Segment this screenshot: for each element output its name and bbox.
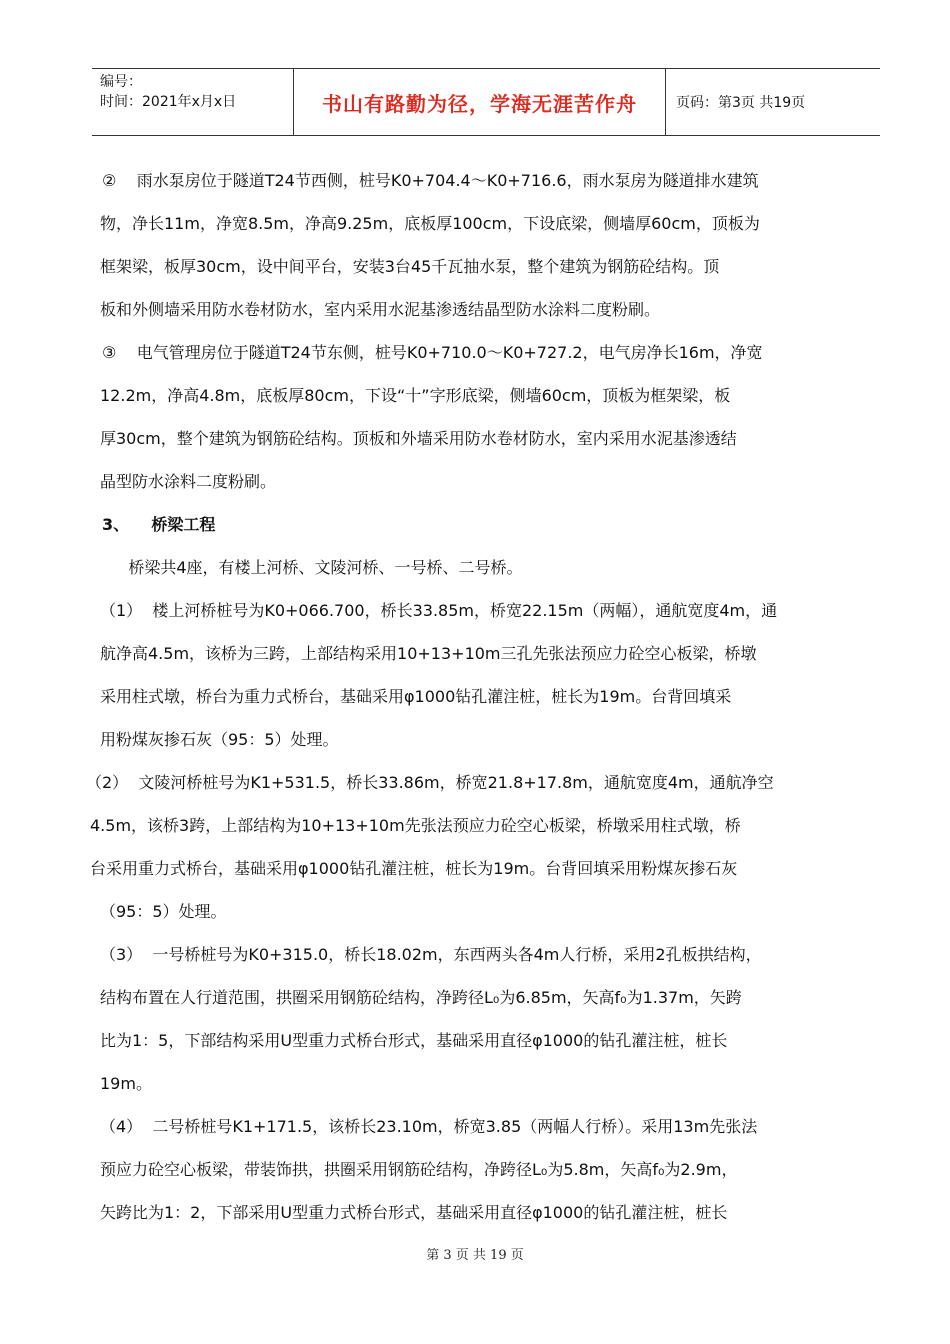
body-line: 用粉煤灰掺石灰（95：5）处理。: [100, 730, 339, 749]
body-line: 桥梁共4座，有楼上河桥、文陵河桥、一号桥、二号桥。: [108, 558, 523, 577]
body-line: （2） 文陵河桥桩号为K1+531.5，桥长33.86m，桥宽21.8+17.8m，通航宽度4m，通航净空: [86, 773, 774, 792]
section-heading: 3、 桥梁工程: [102, 515, 216, 534]
header-motto: 书山有路勤为径，学海无涯苦作舟: [322, 91, 637, 116]
header-page-number: 页码：第3页 共19页: [676, 95, 806, 111]
body-line: 19m。: [100, 1074, 152, 1093]
body-line: 12.2m，净高4.8m，底板厚80cm，下设“十”字形底梁，侧墙60cm，顶板为框架梁，板: [100, 386, 731, 405]
body-line: 台采用重力式桥台，基础采用φ1000钻孔灌注桩，桩长为19m。台背回填采用粉煤灰掺石灰: [90, 859, 738, 878]
page-header: [92, 68, 880, 136]
body-line: 晶型防水涂料二度粉刷。: [100, 472, 277, 491]
header-left-cell: [92, 69, 294, 135]
body-line: （4） 二号桥桩号K1+171.5，该桥长23.10m，桥宽3.85（两幅人行桥）。采用13m先张法: [100, 1117, 758, 1136]
body-line: 比为1：5，下部结构采用U型重力式桥台形式，基础采用直径φ1000的钻孔灌注桩，桩长: [100, 1031, 728, 1050]
body-line: 物，净长11m，净宽8.5m，净高9.25m，底板厚100cm，下设底梁，侧墙厚60cm，顶板为: [100, 214, 760, 233]
body-line: 4.5m，该桥3跨，上部结构为10+13+10m先张法预应力砼空心板梁，桥墩采用柱式墩，桥: [90, 816, 741, 835]
doc-time-label: 时间：2021年x月x日: [100, 94, 237, 110]
body-line: （95：5）处理。: [100, 902, 227, 921]
body-line: 框架梁，板厚30cm，设中间平台，安装3台45千瓦抽水泵，整个建筑为钢筋砼结构。顶: [100, 257, 720, 276]
body-line: 预应力砼空心板梁，带装饰拱，拱圈采用钢筋砼结构，净跨径L₀为5.8m，矢高f₀为2.9m，: [100, 1160, 738, 1179]
body-line: 结构布置在人行道范围，拱圈采用钢筋砼结构，净跨径L₀为6.85m，矢高f₀为1.37m，矢跨: [100, 988, 742, 1007]
header-motto-cell: [294, 69, 666, 135]
page-footer: 第 3 页 共 19 页: [426, 1248, 524, 1263]
body-line: ③ 电气管理房位于隧道T24节东侧，桩号K0+710.0～K0+727.2，电气房净长16m，净宽: [102, 343, 763, 362]
body-line: （1） 楼上河桥桩号为K0+066.700，桥长33.85m，桥宽22.15m（两幅），通航宽度4m，通: [100, 601, 778, 620]
body-line: 矢跨比为1：2，下部采用U型重力式桥台形式，基础采用直径φ1000的钻孔灌注桩，桩长: [100, 1203, 728, 1222]
body-line: 板和外侧墙采用防水卷材防水，室内采用水泥基渗透结晶型防水涂料二度粉刷。: [100, 300, 661, 319]
body-line: 航净高4.5m，该桥为三跨，上部结构采用10+13+10m三孔先张法预应力砼空心板梁，桥墩: [100, 644, 757, 663]
body-line: 采用柱式墩，桥台为重力式桥台，基础采用φ1000钻孔灌注桩，桩长为19m。台背回填采: [100, 687, 732, 706]
body-line: ② 雨水泵房位于隧道T24节西侧，桩号K0+704.4～K0+716.6，雨水泵房为隧道排水建筑: [102, 171, 759, 190]
doc-code-label: 编号：: [100, 74, 142, 90]
body-line: 厚30cm，整个建筑为钢筋砼结构。顶板和外墙采用防水卷材防水，室内采用水泥基渗透结: [100, 429, 737, 448]
header-page-cell: [666, 69, 880, 135]
body-line: （3） 一号桥桩号为K0+315.0，桥长18.02m，东西两头各4m人行桥，采用2孔板拱结构，: [100, 945, 762, 964]
